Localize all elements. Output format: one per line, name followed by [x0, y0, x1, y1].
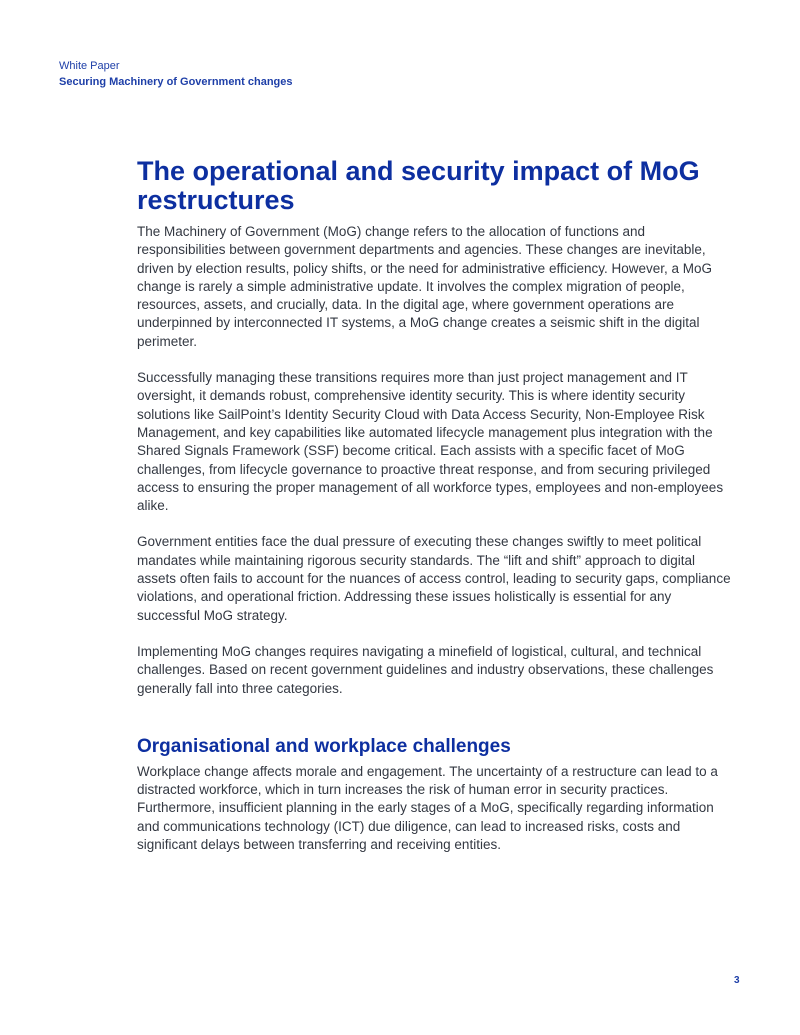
page-number: 3 — [734, 975, 740, 986]
document-title: Securing Machinery of Government changes — [59, 76, 293, 88]
challenges-overview-paragraph: Implementing MoG changes requires navigating a minefield of logistical, cultural, and technical challenges. Based on recent government guidelines and industry observations, these challenges generally fall into three categories. — [137, 643, 714, 696]
identity-security-paragraph: Successfully managing these transitions requires more than just project management and IT oversight, it demands robust, comprehensive identity security. This is where identity security solutions like SailPoint’s Identity Security Cloud with Data Access Security, Non-Employee Risk Management, and key capabilities like automated lifecycle management plus integration with the Shared Signals Framework (SSF) become critical. Each assists with a specific facet of MoG challenges, from lifecycle governance to proactive threat response, and from securing privileged access to ensuring the proper management of all workforce types, employees and non-employees alike. — [137, 370, 724, 514]
section-paragraph: Workplace change affects morale and engagement. The uncertainty of a restructure can lead to a distracted workforce, which in turn increases the risk of human error in security practices. Furthermore, insufficient planning in the early stages of a MoG, specifically regarding information and communications technology (ICT) due diligence, can lead to increased risks, costs and significant delays between transferring and receiving entities. — [137, 763, 718, 853]
page-heading: The operational and security impact of MoG restructures — [137, 156, 700, 215]
main-content — [137, 157, 737, 854]
dual-pressure-paragraph: Government entities face the dual pressure of executing these changes swiftly to meet political mandates while maintaining rigorous security standards. The “lift and shift” approach to digital assets often fails to account for the nuances of access control, leading to security gaps, compliance violations, and operational friction. Addressing these issues holistically is essential for any successful MoG strategy. — [137, 534, 731, 623]
running-header — [59, 58, 293, 90]
intro-paragraph: The Machinery of Government (MoG) change refers to the allocation of functions and responsibilities between government departments and agencies. These changes are inevitable, driven by election results, policy shifts, or the need for administrative efficiency. However, a MoG change is rarely a simple administrative update. It involves the complex migration of people, resources, assets, and crucially, data. In the digital age, where government operations are underpinned by interconnected IT systems, a MoG change creates a seismic shift in the digital perimeter. — [137, 224, 713, 349]
section-heading: Organisational and workplace challenges — [137, 735, 511, 757]
document-type-label: White Paper — [59, 60, 120, 72]
